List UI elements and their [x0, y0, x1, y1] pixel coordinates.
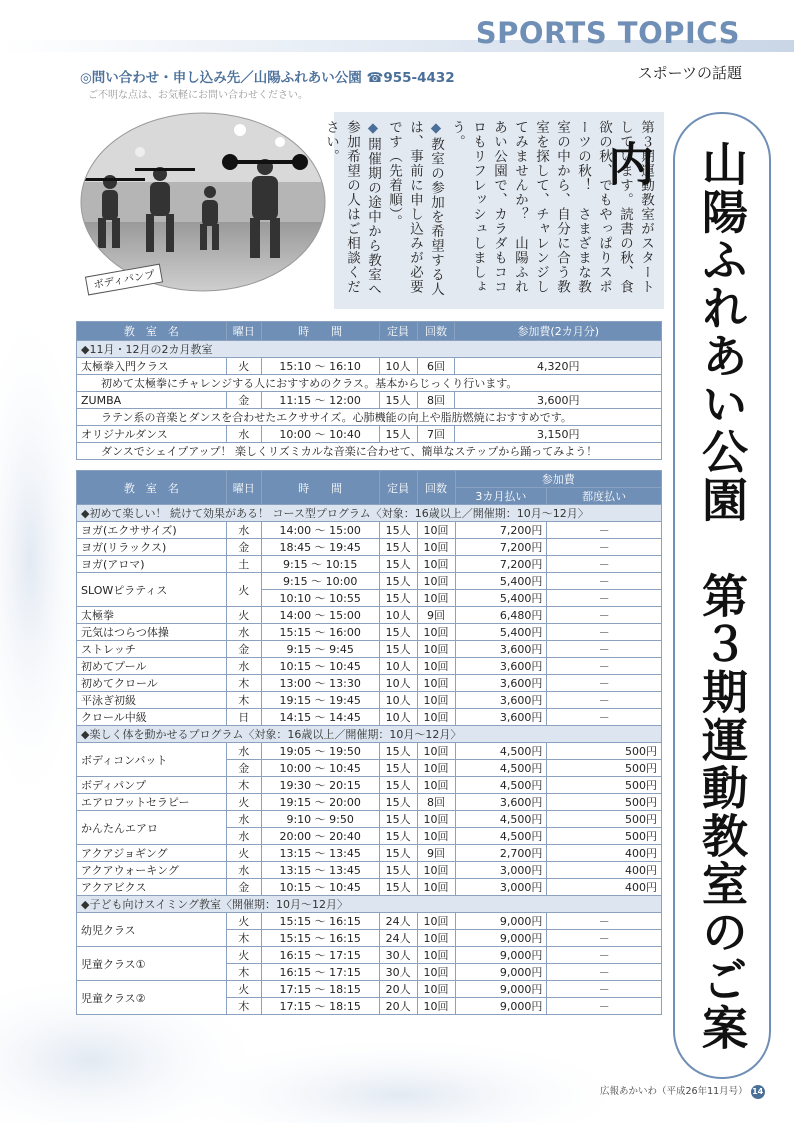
- class-name: アクアビクス: [77, 879, 227, 896]
- fee-per-visit: －: [547, 624, 662, 641]
- class-description: 初めて太極拳にチャレンジする人におすすめのクラス。基本からじっくり行います。: [77, 375, 662, 392]
- class-day: 金: [226, 539, 261, 556]
- class-capacity: 10人: [379, 692, 417, 709]
- class-day: 木: [226, 964, 261, 981]
- class-day: 金: [226, 879, 261, 896]
- table-row: [77, 794, 662, 811]
- col-header: 時 間: [261, 322, 379, 341]
- fee-per-visit: 400円: [547, 845, 662, 862]
- class-day: 金: [226, 392, 261, 409]
- fee-three-month: 5,400円: [455, 573, 547, 590]
- class-name: ボディコンバット: [77, 743, 227, 777]
- fee-per-visit: －: [547, 998, 662, 1015]
- section-title: ◆楽しく体を動かせるプログラム〈対象：16歳以上／開催期：10月～12月〉: [77, 726, 662, 743]
- table-row: [77, 641, 662, 658]
- class-capacity: 10人: [379, 358, 417, 375]
- fee-three-month: 9,000円: [455, 981, 547, 998]
- class-day: 水: [226, 522, 261, 539]
- class-day: 金: [226, 760, 261, 777]
- fee-per-visit: －: [547, 930, 662, 947]
- class-name: 平泳ぎ初級: [77, 692, 227, 709]
- fee-three-month: 7,200円: [455, 556, 547, 573]
- table-row: [77, 675, 662, 692]
- table-row: [77, 811, 662, 828]
- fee-three-month: 3,600円: [455, 709, 547, 726]
- class-day: 木: [226, 998, 261, 1015]
- table-row: [77, 777, 662, 794]
- phone-icon: ☎: [366, 70, 384, 86]
- fee-per-visit: 400円: [547, 879, 662, 896]
- contact-line: [80, 66, 455, 86]
- class-capacity: 30人: [379, 964, 417, 981]
- fee-three-month: 9,000円: [455, 913, 547, 930]
- class-day: 火: [226, 358, 261, 375]
- class-time: 19:15 ～ 19:45: [261, 692, 379, 709]
- fee-three-month: 3,600円: [455, 794, 547, 811]
- class-sessions: 10回: [417, 709, 455, 726]
- table-row: [77, 573, 662, 590]
- table-row: [77, 845, 662, 862]
- class-sessions: 10回: [417, 879, 455, 896]
- photo-body-pump: [80, 112, 326, 292]
- class-time: 10:15 ～ 10:45: [261, 879, 379, 896]
- class-name: エアロフットセラピー: [77, 794, 227, 811]
- contact-phone: 955-4432: [383, 70, 455, 86]
- class-day: 水: [226, 811, 261, 828]
- class-day: 火: [226, 913, 261, 930]
- class-capacity: 15人: [379, 794, 417, 811]
- fee-per-visit: －: [547, 573, 662, 590]
- col-header: 定員: [379, 471, 417, 505]
- contact-label: ◎問い合わせ・申し込み先／山陽ふれあい公園: [80, 70, 362, 86]
- class-time: 11:15 ～ 12:00: [261, 392, 379, 409]
- class-sessions: 9回: [417, 845, 455, 862]
- table-row: [77, 426, 662, 443]
- bullet-icon: ◆: [365, 120, 381, 137]
- class-time: 14:15 ～ 14:45: [261, 709, 379, 726]
- table-row: [77, 539, 662, 556]
- class-day: 水: [226, 862, 261, 879]
- class-time: 18:45 ～ 19:45: [261, 539, 379, 556]
- class-capacity: 15人: [379, 426, 417, 443]
- class-capacity: 20人: [379, 981, 417, 998]
- table-row: [77, 358, 662, 375]
- table-row: [77, 392, 662, 409]
- class-fee: 4,320円: [455, 358, 662, 375]
- class-capacity: 15人: [379, 641, 417, 658]
- class-capacity: 10人: [379, 675, 417, 692]
- table-row: [77, 658, 662, 675]
- class-sessions: 10回: [417, 590, 455, 607]
- class-fee: 3,600円: [455, 392, 662, 409]
- class-capacity: 15人: [379, 624, 417, 641]
- fee-per-visit: 500円: [547, 760, 662, 777]
- class-name: 児童クラス②: [77, 981, 227, 1015]
- class-name: 初めてクロール: [77, 675, 227, 692]
- class-name: ZUMBA: [77, 392, 227, 409]
- class-fee: 3,150円: [455, 426, 662, 443]
- class-time: 17:15 ～ 18:15: [261, 998, 379, 1015]
- fee-three-month: 4,500円: [455, 743, 547, 760]
- class-time: 13:15 ～ 13:45: [261, 862, 379, 879]
- bullet-icon: ◆: [428, 120, 444, 137]
- fee-per-visit: －: [547, 913, 662, 930]
- class-sessions: 10回: [417, 641, 455, 658]
- class-capacity: 15人: [379, 862, 417, 879]
- fee-three-month: 3,000円: [455, 879, 547, 896]
- class-time: 19:30 ～ 20:15: [261, 777, 379, 794]
- fee-three-month: 9,000円: [455, 964, 547, 981]
- intro-bullet-1: 教室の参加を希望する人は、事前に申し込みが必要です（先着順）。: [386, 120, 444, 297]
- fee-per-visit: －: [547, 675, 662, 692]
- fee-per-visit: －: [547, 556, 662, 573]
- fee-per-visit: －: [547, 709, 662, 726]
- class-name: 初めてプール: [77, 658, 227, 675]
- class-time: 15:15 ～ 16:15: [261, 913, 379, 930]
- class-name: ストレッチ: [77, 641, 227, 658]
- class-sessions: 10回: [417, 573, 455, 590]
- col-header: 都度払い: [547, 488, 662, 505]
- col-header: 回数: [417, 322, 455, 341]
- class-sessions: 10回: [417, 539, 455, 556]
- class-capacity: 15人: [379, 392, 417, 409]
- fee-three-month: 5,400円: [455, 590, 547, 607]
- class-day: 木: [226, 692, 261, 709]
- class-sessions: 10回: [417, 862, 455, 879]
- class-time: 16:15 ～ 17:15: [261, 947, 379, 964]
- class-capacity: 10人: [379, 607, 417, 624]
- table-row: [77, 913, 662, 930]
- table-row: [77, 879, 662, 896]
- fee-three-month: 9,000円: [455, 998, 547, 1015]
- table-row: [77, 743, 662, 760]
- photo-caption: ボディパンプ: [85, 264, 163, 296]
- page-title: SPORTS TOPICS: [475, 16, 740, 50]
- class-name: 元気はつらつ体操: [77, 624, 227, 641]
- section-title: ◆子ども向けスイミング教室〈開催期：10月～12月〉: [77, 896, 662, 913]
- class-sessions: 10回: [417, 777, 455, 794]
- fee-three-month: 5,400円: [455, 624, 547, 641]
- fee-per-visit: －: [547, 590, 662, 607]
- class-time: 10:15 ～ 10:45: [261, 658, 379, 675]
- fee-per-visit: －: [547, 658, 662, 675]
- table-row: [77, 947, 662, 964]
- class-sessions: 7回: [417, 426, 455, 443]
- class-sessions: 10回: [417, 522, 455, 539]
- class-day: 火: [226, 573, 261, 607]
- fee-three-month: 4,500円: [455, 777, 547, 794]
- fee-three-month: 3,600円: [455, 658, 547, 675]
- class-time: 16:15 ～ 17:15: [261, 964, 379, 981]
- class-name: オリジナルダンス: [77, 426, 227, 443]
- fee-three-month: 3,000円: [455, 862, 547, 879]
- fee-three-month: 7,200円: [455, 539, 547, 556]
- fee-per-visit: 500円: [547, 794, 662, 811]
- table-three-month-classes: [76, 470, 662, 1015]
- class-time: 9:10 ～ 9:50: [261, 811, 379, 828]
- class-time: 14:00 ～ 15:00: [261, 522, 379, 539]
- class-name: ヨガ(エクササイズ): [77, 522, 227, 539]
- class-sessions: 10回: [417, 964, 455, 981]
- class-name: ヨガ(リラックス): [77, 539, 227, 556]
- class-capacity: 15人: [379, 879, 417, 896]
- class-time: 20:00 ～ 20:40: [261, 828, 379, 845]
- class-capacity: 24人: [379, 930, 417, 947]
- class-day: 水: [226, 624, 261, 641]
- class-name: 太極拳: [77, 607, 227, 624]
- footer-text: 広報あかいわ（平成26年11月号）: [600, 1086, 748, 1097]
- class-name: ボディパンプ: [77, 777, 227, 794]
- side-title: 山陽ふれあい公園 第３期運動教室のご案内: [601, 140, 749, 1052]
- fee-three-month: 6,480円: [455, 607, 547, 624]
- class-day: 水: [226, 426, 261, 443]
- class-capacity: 15人: [379, 743, 417, 760]
- class-day: 水: [226, 828, 261, 845]
- col-header: 曜日: [226, 322, 261, 341]
- class-sessions: 10回: [417, 947, 455, 964]
- fee-per-visit: －: [547, 522, 662, 539]
- fee-three-month: 2,700円: [455, 845, 547, 862]
- class-capacity: 15人: [379, 522, 417, 539]
- class-time: 9:15 ～ 10:15: [261, 556, 379, 573]
- class-name: かんたんエアロ: [77, 811, 227, 845]
- fee-per-visit: 400円: [547, 862, 662, 879]
- fee-three-month: 9,000円: [455, 930, 547, 947]
- col-header: 教 室 名: [77, 322, 227, 341]
- class-capacity: 30人: [379, 947, 417, 964]
- class-sessions: 10回: [417, 811, 455, 828]
- class-time: 15:10 ～ 16:10: [261, 358, 379, 375]
- fee-per-visit: －: [547, 539, 662, 556]
- col-header: 参加費: [455, 471, 661, 488]
- class-time: 14:00 ～ 15:00: [261, 607, 379, 624]
- class-time: 10:10 ～ 10:55: [261, 590, 379, 607]
- class-sessions: 10回: [417, 828, 455, 845]
- class-day: 火: [226, 794, 261, 811]
- fee-three-month: 4,500円: [455, 828, 547, 845]
- section-title: ◆初めて楽しい！ 続けて効果がある！ コース型プログラム〈対象：16歳以上／開催期：10月～12月〉: [77, 505, 662, 522]
- intro-bullet-2: 開催期の途中から教室へ参加希望の人はご相談ください。: [323, 120, 381, 297]
- class-sessions: 9回: [417, 607, 455, 624]
- class-capacity: 15人: [379, 828, 417, 845]
- class-sessions: 10回: [417, 998, 455, 1015]
- class-capacity: 15人: [379, 777, 417, 794]
- col-header: 3カ月払い: [455, 488, 547, 505]
- class-capacity: 15人: [379, 845, 417, 862]
- class-day: 日: [226, 709, 261, 726]
- class-day: 木: [226, 675, 261, 692]
- class-sessions: 10回: [417, 760, 455, 777]
- fee-three-month: 3,600円: [455, 675, 547, 692]
- col-header: 定員: [379, 322, 417, 341]
- class-sessions: 10回: [417, 675, 455, 692]
- class-day: 火: [226, 981, 261, 998]
- table-row: [77, 624, 662, 641]
- class-day: 火: [226, 845, 261, 862]
- footer: [600, 1083, 765, 1099]
- class-capacity: 15人: [379, 760, 417, 777]
- class-capacity: 15人: [379, 811, 417, 828]
- fee-three-month: 7,200円: [455, 522, 547, 539]
- page-subtitle: スポーツの話題: [637, 64, 742, 82]
- col-header: 参加費(2カ月分): [455, 322, 662, 341]
- class-day: 木: [226, 777, 261, 794]
- col-header: 曜日: [226, 471, 261, 505]
- class-name: アクアウォーキング: [77, 862, 227, 879]
- class-time: 10:00 ～ 10:40: [261, 426, 379, 443]
- fee-three-month: 4,500円: [455, 760, 547, 777]
- class-day: 金: [226, 641, 261, 658]
- class-capacity: 15人: [379, 590, 417, 607]
- class-name: 児童クラス①: [77, 947, 227, 981]
- class-name: 幼児クラス: [77, 913, 227, 947]
- intro-paragraph: 第３期運動教室がスタートしています。読書の秋、食欲の秋、でもやっぱりスポーツの秋！ さまざまな教室の中から、自分に合う教室を探して、チャレンジしてみませんか？ 山陽ふれあい公園で、カラダもココロもリフレッシュしましょう。: [449, 120, 654, 294]
- class-time: 19:15 ～ 20:00: [261, 794, 379, 811]
- class-sessions: 8回: [417, 794, 455, 811]
- class-time: 13:15 ～ 13:45: [261, 845, 379, 862]
- class-time: 15:15 ～ 16:00: [261, 624, 379, 641]
- class-sessions: 10回: [417, 658, 455, 675]
- section-title: ◆11月・12月の2カ月教室: [77, 341, 662, 358]
- class-day: 火: [226, 607, 261, 624]
- page-number: 14: [751, 1085, 765, 1099]
- col-header: 教 室 名: [77, 471, 227, 505]
- fee-per-visit: 500円: [547, 777, 662, 794]
- fee-per-visit: 500円: [547, 828, 662, 845]
- class-description: ラテン系の音楽とダンスを合わせたエクササイズ。心肺機能の向上や脂肪燃焼におすすめです。: [77, 409, 662, 426]
- contact-note: ご不明な点は、お気軽にお問い合わせください。: [88, 90, 308, 101]
- table-row: [77, 522, 662, 539]
- fee-three-month: 3,600円: [455, 641, 547, 658]
- fee-per-visit: －: [547, 607, 662, 624]
- col-header: 回数: [417, 471, 455, 505]
- class-sessions: 10回: [417, 930, 455, 947]
- fee-three-month: 4,500円: [455, 811, 547, 828]
- table-two-month-classes: [76, 321, 662, 460]
- class-sessions: 10回: [417, 692, 455, 709]
- class-sessions: 10回: [417, 624, 455, 641]
- col-header: 時 間: [261, 471, 379, 505]
- class-capacity: 15人: [379, 539, 417, 556]
- table-row: [77, 692, 662, 709]
- class-time: 9:15 ～ 9:45: [261, 641, 379, 658]
- class-capacity: 15人: [379, 573, 417, 590]
- fee-per-visit: －: [547, 981, 662, 998]
- class-description: ダンスでシェイプアップ！ 楽しくリズミカルな音楽に合わせて、簡単なステップから踊ってみよう！: [77, 443, 662, 460]
- class-sessions: 10回: [417, 913, 455, 930]
- class-capacity: 10人: [379, 709, 417, 726]
- fee-per-visit: －: [547, 641, 662, 658]
- class-name: 太極拳入門クラス: [77, 358, 227, 375]
- class-sessions: 8回: [417, 392, 455, 409]
- table-row: [77, 709, 662, 726]
- fee-per-visit: 500円: [547, 743, 662, 760]
- class-time: 10:00 ～ 10:45: [261, 760, 379, 777]
- class-time: 19:05 ～ 19:50: [261, 743, 379, 760]
- class-sessions: 10回: [417, 981, 455, 998]
- class-day: 木: [226, 930, 261, 947]
- class-time: 15:15 ～ 16:15: [261, 930, 379, 947]
- fee-three-month: 9,000円: [455, 947, 547, 964]
- table-row: [77, 607, 662, 624]
- fee-per-visit: －: [547, 947, 662, 964]
- fee-three-month: 3,600円: [455, 692, 547, 709]
- class-sessions: 10回: [417, 556, 455, 573]
- class-capacity: 20人: [379, 998, 417, 1015]
- class-capacity: 10人: [379, 658, 417, 675]
- class-day: 火: [226, 947, 261, 964]
- class-capacity: 24人: [379, 913, 417, 930]
- table-row: [77, 981, 662, 998]
- fee-per-visit: 500円: [547, 811, 662, 828]
- class-day: 水: [226, 658, 261, 675]
- class-sessions: 10回: [417, 743, 455, 760]
- class-name: クロール中級: [77, 709, 227, 726]
- table-row: [77, 862, 662, 879]
- class-day: 土: [226, 556, 261, 573]
- class-time: 13:00 ～ 13:30: [261, 675, 379, 692]
- class-capacity: 15人: [379, 556, 417, 573]
- class-name: SLOWピラティス: [77, 573, 227, 607]
- class-name: ヨガ(アロマ): [77, 556, 227, 573]
- table-row: [77, 556, 662, 573]
- class-time: 9:15 ～ 10:00: [261, 573, 379, 590]
- class-name: アクアジョギング: [77, 845, 227, 862]
- class-sessions: 6回: [417, 358, 455, 375]
- fee-per-visit: －: [547, 692, 662, 709]
- fee-per-visit: －: [547, 964, 662, 981]
- class-time: 17:15 ～ 18:15: [261, 981, 379, 998]
- class-day: 水: [226, 743, 261, 760]
